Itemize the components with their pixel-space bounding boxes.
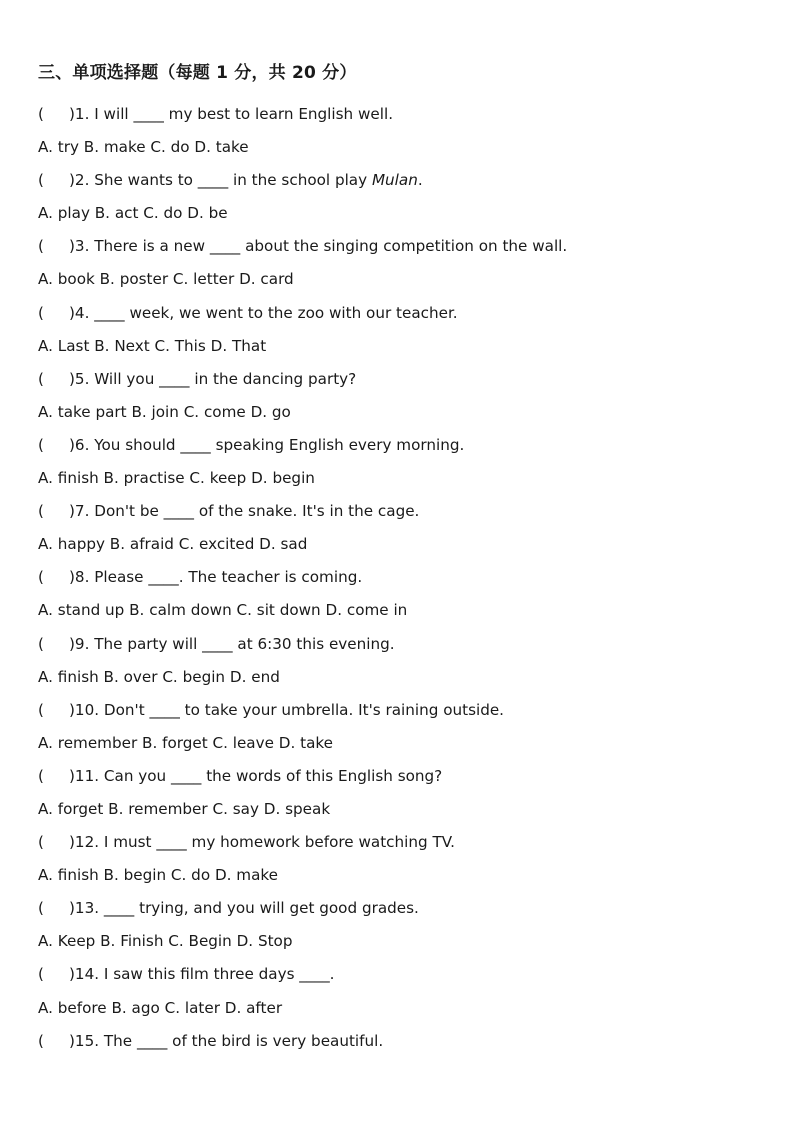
question-text: )7. Don't be ____ of the snake. It's in the cage. (69, 502, 420, 521)
answer-paren: ( (38, 700, 44, 719)
question-options: A. finish B. begin C. do D. make (38, 866, 278, 885)
question-text-before: )2. She wants to ____ in the school play (69, 171, 372, 190)
question-9 (38, 633, 758, 699)
question-options: A. take part B. join C. come D. go (38, 402, 291, 421)
question-12 (38, 831, 758, 897)
answer-paren: ( (38, 899, 44, 918)
answer-paren: ( (38, 502, 44, 521)
question-text: )13. ____ trying, and you will get good grades. (69, 899, 419, 918)
play-title: Mulan (371, 171, 418, 190)
answer-paren: ( (38, 833, 44, 852)
question-stem (38, 699, 758, 732)
section-title: 三、单项选择题（每题 1 分，共 20 分） (38, 63, 357, 83)
question-text: )8. Please ____. The teacher is coming. (69, 568, 363, 587)
question-text: )12. I must ____ my homework before watching TV. (69, 833, 455, 852)
question-text: )14. I saw this film three days ____. (69, 965, 335, 984)
question-options: A. book B. poster C. letter D. card (38, 270, 294, 289)
question-7 (38, 500, 758, 566)
question-1 (38, 103, 758, 169)
question-text: )11. Can you ____ the words of this English song? (69, 766, 443, 785)
question-text: )3. There is a new ____ about the singing competition on the wall. (69, 237, 568, 256)
question-stem (38, 103, 758, 136)
answer-paren: ( (38, 1031, 44, 1050)
question-options: A. play B. act C. do D. be (38, 204, 228, 223)
question-4 (38, 302, 758, 368)
answer-paren: ( (38, 568, 44, 587)
question-stem (38, 302, 758, 335)
question-options: A. happy B. afraid C. excited D. sad (38, 535, 308, 554)
question-3 (38, 235, 758, 301)
question-options: A. finish B. practise C. keep D. begin (38, 469, 315, 488)
question-options: A. forget B. remember C. say D. speak (38, 799, 331, 818)
question-stem (38, 897, 758, 930)
question-text: )1. I will ____ my best to learn English well. (69, 105, 394, 123)
question-stem (38, 434, 758, 467)
question-text: )9. The party will ____ at 6:30 this evening. (69, 634, 395, 653)
question-text (69, 171, 423, 189)
question-13 (38, 897, 758, 963)
question-stem (38, 765, 758, 798)
answer-paren: ( (38, 105, 44, 123)
answer-paren: ( (38, 303, 44, 322)
question-options: A. stand up B. calm down C. sit down D. come in (38, 601, 408, 620)
answer-paren: ( (38, 435, 44, 454)
answer-paren: ( (38, 965, 44, 984)
question-stem (38, 963, 758, 996)
question-5 (38, 368, 758, 434)
question-stem (38, 566, 758, 599)
question-stem (38, 500, 758, 533)
question-stem (38, 831, 758, 864)
answer-paren: ( (38, 766, 44, 785)
question-list (38, 103, 758, 1063)
question-options: A. before B. ago C. later D. after (38, 998, 283, 1017)
question-options: A. Last B. Next C. This D. That (38, 336, 267, 355)
question-stem (38, 368, 758, 401)
question-2 (38, 169, 758, 235)
answer-paren: ( (38, 369, 44, 388)
question-10 (38, 699, 758, 765)
question-stem (38, 169, 758, 202)
answer-paren: ( (38, 171, 44, 190)
question-text: )5. Will you ____ in the dancing party? (69, 369, 357, 388)
question-8 (38, 566, 758, 632)
question-14 (38, 963, 758, 1029)
question-stem (38, 235, 758, 268)
question-options: A. try B. make C. do D. take (38, 138, 249, 157)
question-options: A. remember B. forget C. leave D. take (38, 733, 333, 752)
question-text: )15. The ____ of the bird is very beautiful. (69, 1031, 384, 1050)
question-stem (38, 1030, 758, 1063)
answer-paren: ( (38, 634, 44, 653)
question-15 (38, 1030, 758, 1063)
question-6 (38, 434, 758, 500)
question-text: )10. Don't ____ to take your umbrella. It's raining outside. (69, 700, 505, 719)
answer-paren: ( (38, 237, 44, 256)
question-text-after: . (417, 171, 423, 190)
question-text: )6. You should ____ speaking English every morning. (69, 435, 465, 454)
question-options: A. Keep B. Finish C. Begin D. Stop (38, 932, 293, 951)
question-text: )4. ____ week, we went to the zoo with our teacher. (69, 303, 458, 322)
question-options: A. finish B. over C. begin D. end (38, 667, 280, 686)
question-stem (38, 633, 758, 666)
question-11 (38, 765, 758, 831)
